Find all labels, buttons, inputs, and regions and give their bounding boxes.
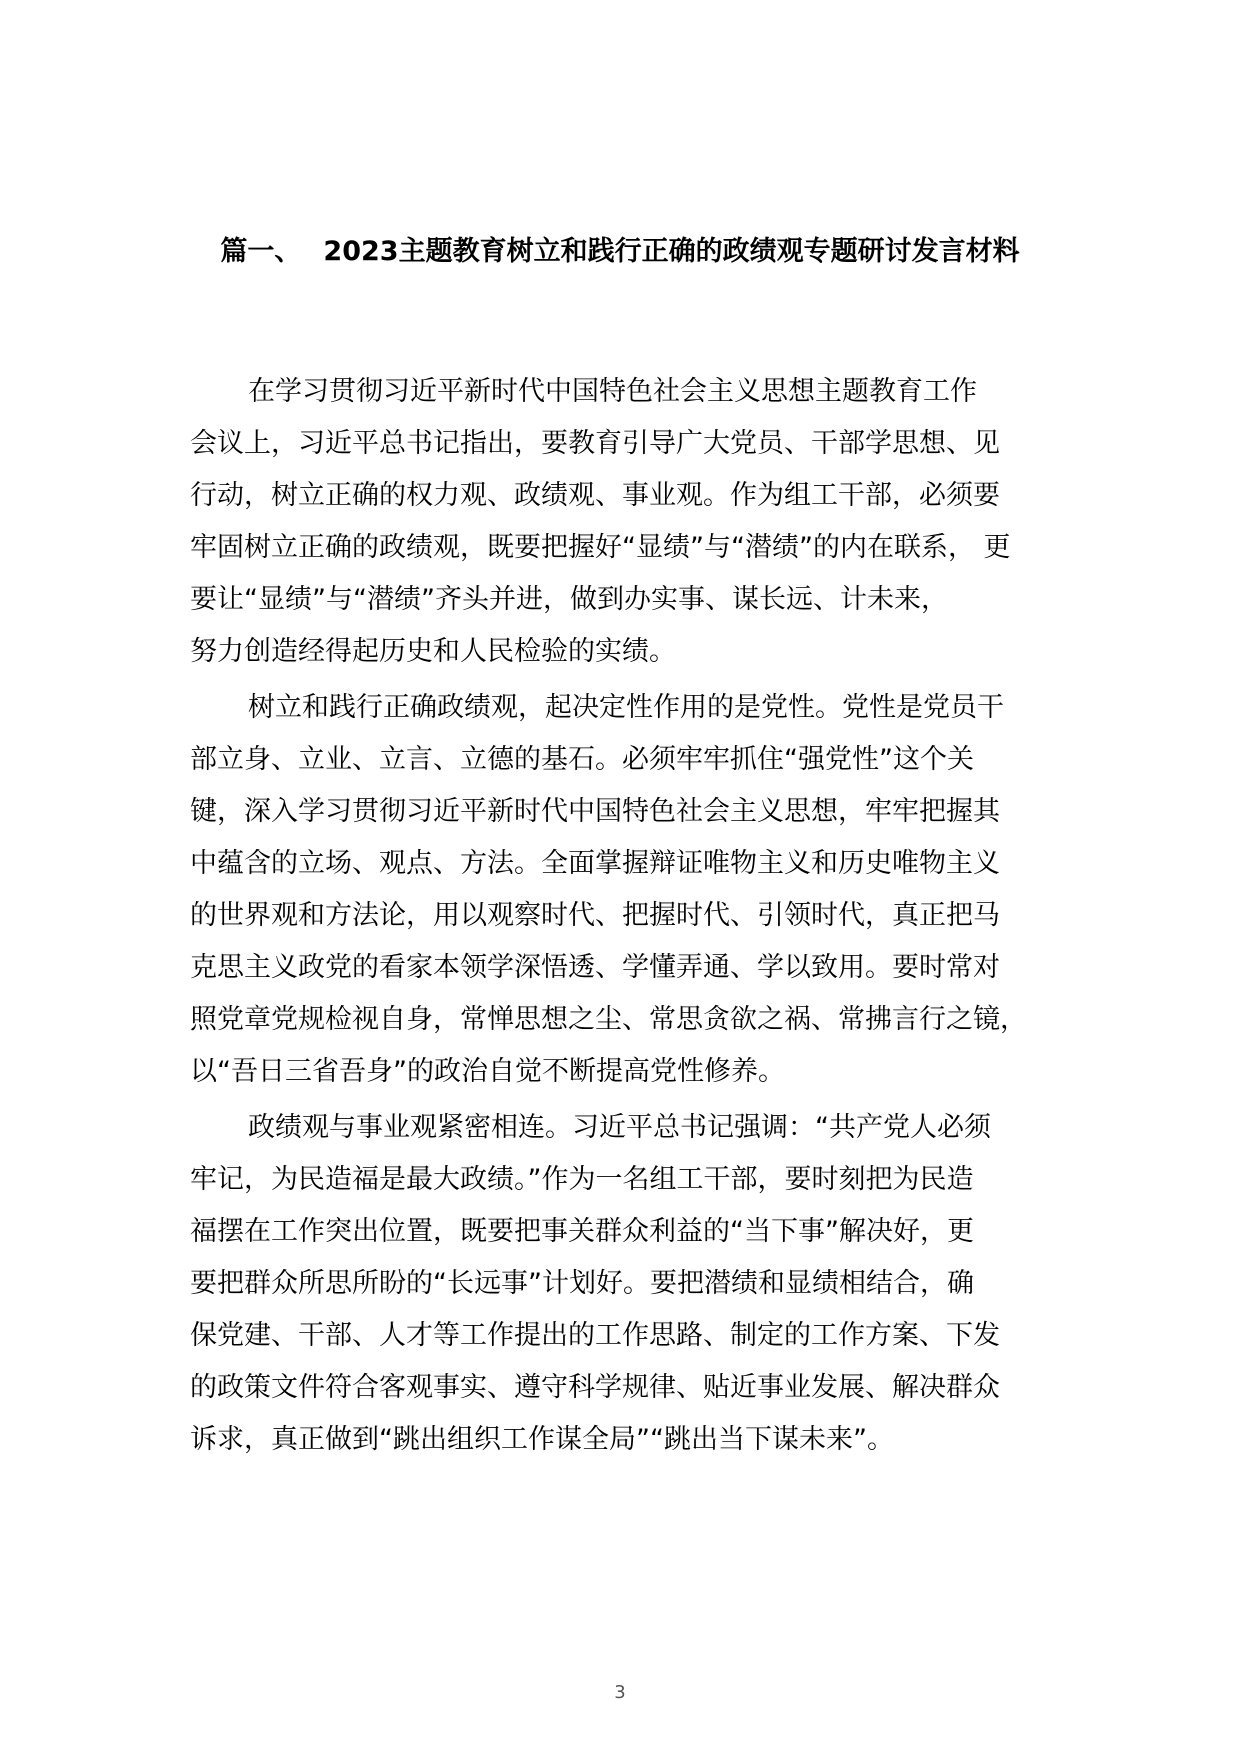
text-line: 努力创造经得起历史和人民检验的实绩。: [190, 636, 676, 667]
text-line: 诉求，真正做到“跳出组织工作谋全局”“跳出当下谋未来”。: [190, 1424, 894, 1455]
text-line: 牢固树立正确的政绩观，既要把握好“显绩”与“潜绩”的内在联系， 更: [190, 532, 1011, 563]
text-line: 政绩观与事业观紧密相连。习近平总书记强调：“共产党人必须: [248, 1112, 991, 1143]
paragraph-2: [190, 682, 1060, 1098]
document-body: [190, 366, 1060, 1470]
text-line: 要把群众所思所盼的“长远事”计划好。要把潜绩和显绩相结合，确: [190, 1268, 974, 1299]
text-line: 的政策文件符合客观事实、遵守科学规律、贴近事业发展、解决群众: [190, 1372, 1000, 1403]
text-line: 的世界观和方法论，用以观察时代、把握时代、引领时代，真正把马: [190, 900, 1000, 931]
text-line: 克思主义政党的看家本领学深悟透、学懂弄通、学以致用。要时常对: [190, 952, 1000, 983]
text-line: 要让“显绩”与“潜绩”齐头并进，做到办实事、谋长远、计未来，: [190, 584, 948, 615]
page-number: 3: [614, 1682, 626, 1703]
text-line: 牢记，为民造福是最大政绩。”作为一名组工干部，要时刻把为民造: [190, 1164, 974, 1195]
text-line: 部立身、立业、立言、立德的基石。必须牢牢抓住“强党性”这个关: [190, 744, 974, 775]
text-line: 保党建、干部、人才等工作提出的工作思路、制定的工作方案、下发: [190, 1320, 1000, 1351]
text-line: 以“吾日三省吾身”的政治自觉不断提高党性修养。: [190, 1056, 785, 1087]
text-line: 行动，树立正确的权力观、政绩观、事业观。作为组工干部，必须要: [190, 480, 1000, 511]
page-title: [150, 232, 1090, 272]
text-line: 福摆在工作突出位置，既要把事关群众利益的“当下事”解决好，更: [190, 1216, 974, 1247]
text-line: 会议上，习近平总书记指出，要教育引导广大党员、干部学思想、见: [190, 428, 1000, 459]
text-line: 树立和践行正确政绩观，起决定性作用的是党性。党性是党员干: [248, 692, 1004, 723]
title-main: 2023主题教育树立和践行正确的政绩观专题研讨发言材料: [323, 236, 1020, 267]
paragraph-3: [190, 1102, 1060, 1466]
text-line: 照党章党规检视自身，常惮思想之尘、常思贪欲之祸、常拂言行之镜，: [190, 1004, 1027, 1035]
title-lead: 篇一、: [220, 236, 302, 267]
text-line: 在学习贯彻习近平新时代中国特色社会主义思想主题教育工作: [248, 376, 977, 407]
paragraph-1: [190, 366, 1060, 678]
text-line: 键，深入学习贯彻习近平新时代中国特色社会主义思想，牢牢把握其: [190, 796, 1000, 827]
text-line: 中蕴含的立场、观点、方法。全面掌握辩证唯物主义和历史唯物主义: [190, 848, 1000, 879]
